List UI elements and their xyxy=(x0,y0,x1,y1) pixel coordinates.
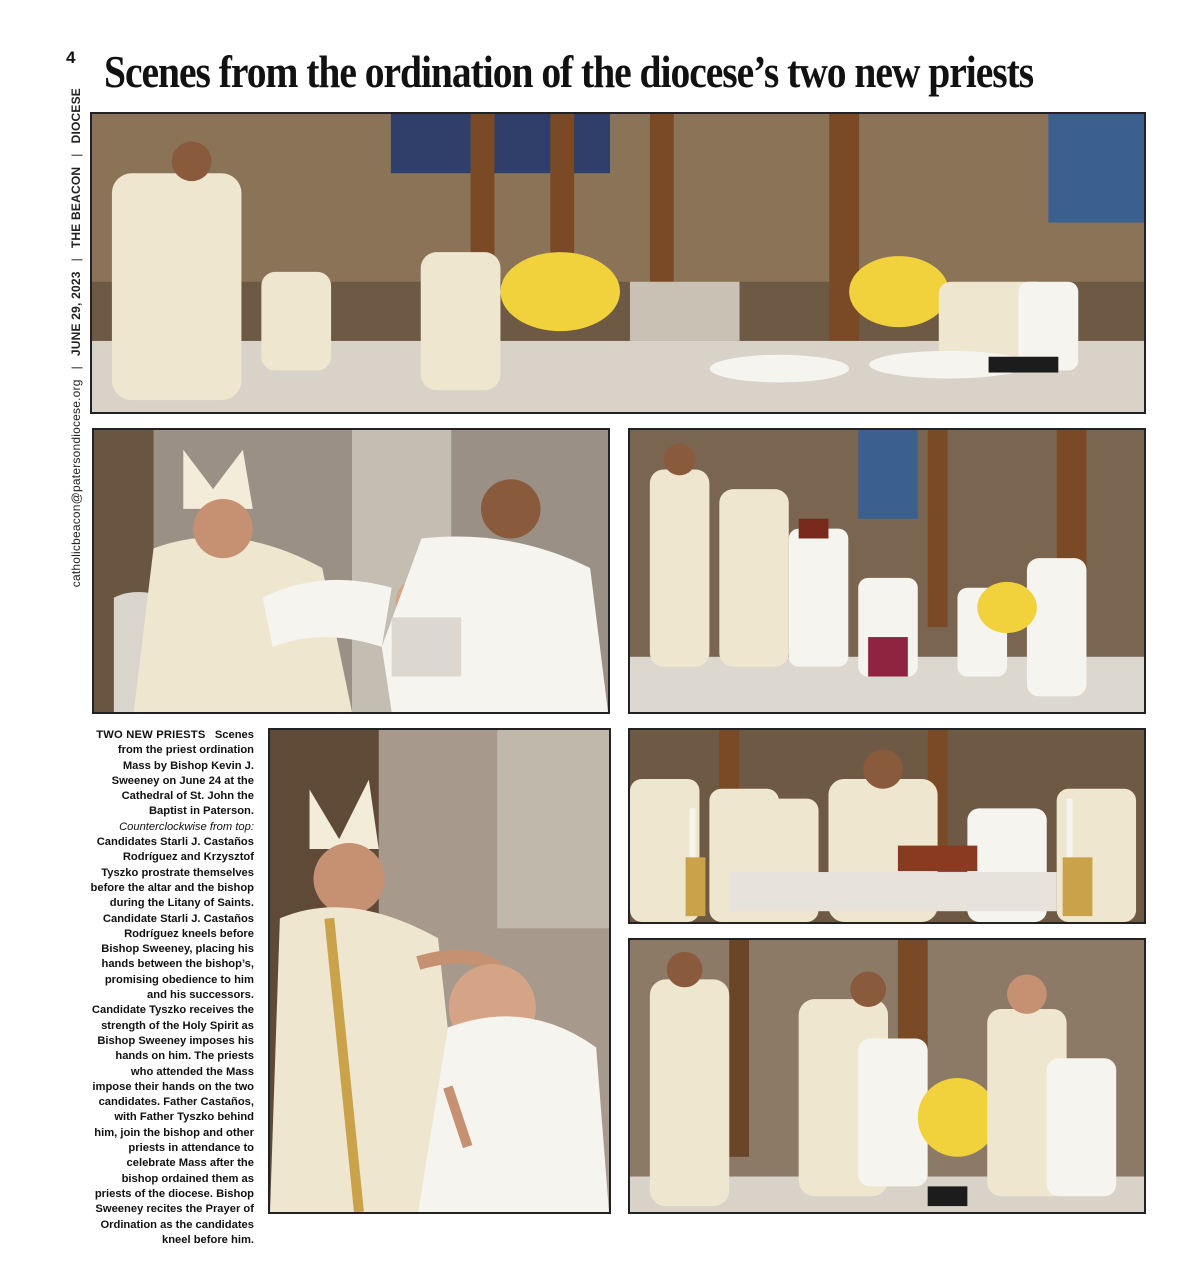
rail-email: catholicbeacon@patersondiocese.org xyxy=(69,379,83,588)
photo-prostration xyxy=(90,112,1146,414)
photo-bishop-imposes-hands xyxy=(268,728,611,1214)
photo-celebrate-mass xyxy=(628,728,1146,924)
photo-prayer-of-ordination xyxy=(628,938,1146,1214)
rail-publication: THE BEACON xyxy=(69,166,83,249)
photo-caption xyxy=(90,728,254,1248)
rail-text: catholicbeacon@patersondiocese.org|JUNE 29, 2023|THE BEACON|DIOCESE xyxy=(69,88,83,588)
photo-priests-image xyxy=(630,430,1144,712)
page-headline: Scenes from the ordination of the diocese’s two new priests xyxy=(104,46,1034,97)
rail-date: JUNE 29, 2023 xyxy=(69,271,83,357)
photo-prayer-image xyxy=(630,940,1144,1212)
rail-section: DIOCESE xyxy=(69,88,83,144)
caption-intro: Scenes from the priest ordination Mass by Bishop Kevin J. Sweeney on June 24 at the Cathedral of St. John the Baptist in Paterson. xyxy=(111,729,254,818)
photo-bishop-image xyxy=(270,730,609,1212)
page-number: 4 xyxy=(66,48,76,67)
caption-direction: Counterclockwise from top: xyxy=(119,820,254,833)
photo-prostration-image xyxy=(92,114,1144,412)
photo-promise-image xyxy=(94,430,608,712)
photo-mass-image xyxy=(630,730,1144,922)
photo-promise-of-obedience xyxy=(92,428,610,714)
caption-lead: TWO NEW PRIESTS xyxy=(96,729,206,741)
photo-priests-impose-hands xyxy=(628,428,1146,714)
caption-body: Candidates Starli J. Castaños Rodríguez and Krzysztof Tyszko prostrate themselves before the altar and the bishop during the Litany of Saints. Candidate Starli J. Castaños Rodríguez kneels before Bishop Sweeney, placing his hands between the bishop’s, promising obedience to him and his successors. Candidate Tyszko receives the strength of the Holy Spirit as Bishop Sweeney imposes his hands on him. The priests who attended the Mass impose their hands on the two candidates. Father Castaños, with Father Tyszko behind him, join the bishop and other priests in attendance to celebrate Mass after the bishop ordained them as priests of the diocese. Bishop Sweeney recites the Prayer of Ordination as the candidates kneel before him. xyxy=(90,836,254,1246)
